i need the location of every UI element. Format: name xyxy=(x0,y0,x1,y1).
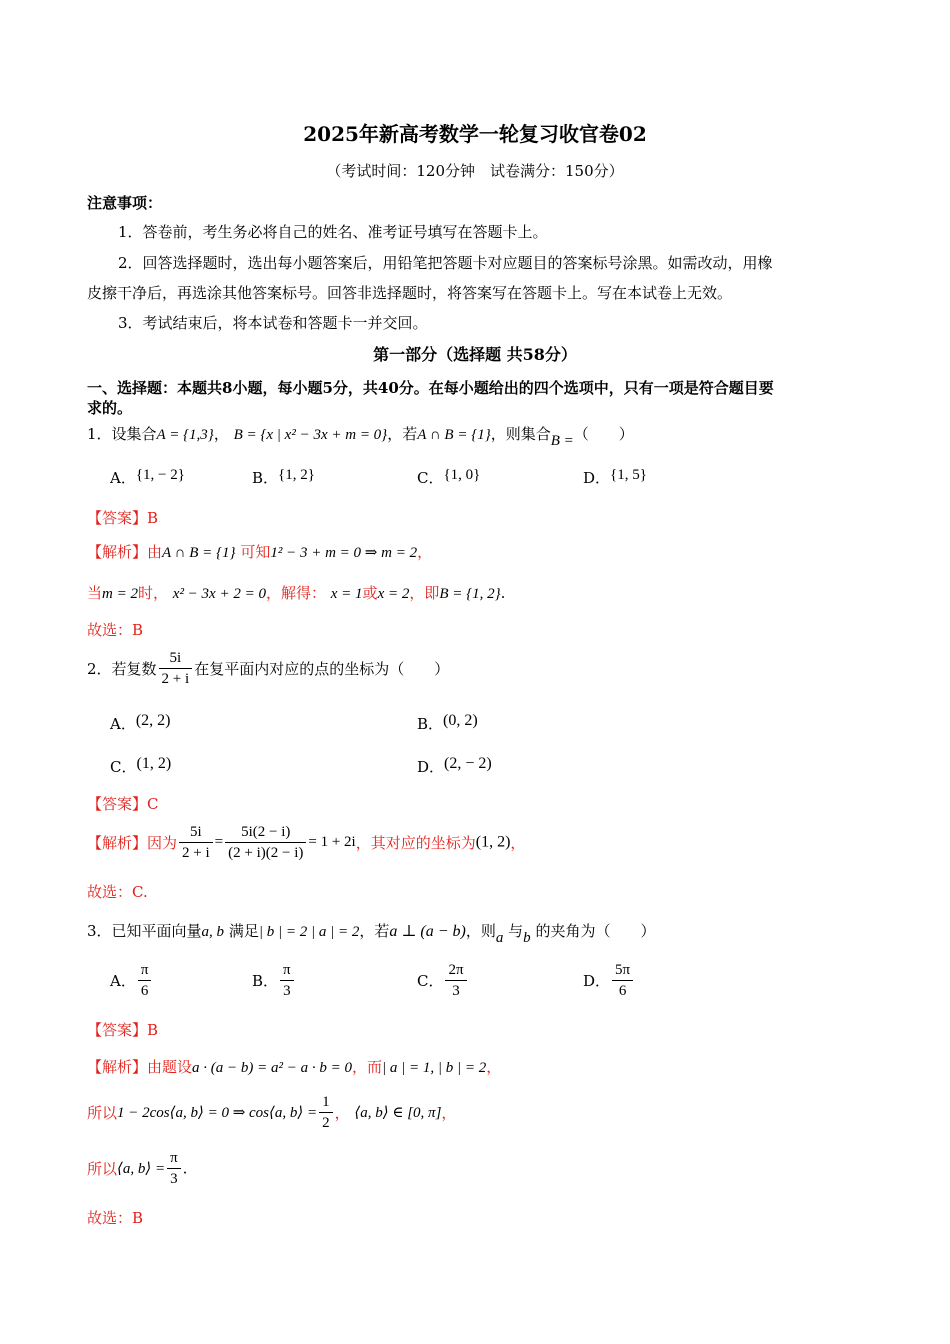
q1-separator: ， xyxy=(213,425,229,443)
q3-sol-fraction-half xyxy=(319,1092,333,1133)
option-value: (2, − 2) xyxy=(444,755,492,772)
numerator: 2π xyxy=(448,962,464,978)
math: m = 2 xyxy=(102,586,138,602)
q1-condition-text: ，若 xyxy=(387,425,418,443)
option-label: A． xyxy=(110,972,136,990)
q2-answer: 【答案】C xyxy=(87,795,159,813)
option-label: D． xyxy=(583,972,611,990)
q1-conclusion: 故选：B xyxy=(87,621,144,639)
denominator: 2 + i xyxy=(159,668,193,689)
text: 所以 xyxy=(87,1104,118,1122)
math: ⟨a, b⟩ ∈ [0, π] xyxy=(354,1105,442,1121)
text: ，即 xyxy=(409,584,440,602)
option-label: A． xyxy=(110,469,136,487)
text: 可知 xyxy=(240,543,271,561)
numerator: 5i xyxy=(190,824,202,840)
section-instructions-line-2: 求的。 xyxy=(87,399,133,417)
q1-set-b: B = {x | x² − 3x + m = 0} xyxy=(233,427,388,443)
text: . xyxy=(182,1159,188,1178)
text: ， xyxy=(441,1104,457,1122)
q3-option-c xyxy=(417,960,469,1001)
text: ，而 xyxy=(352,1058,383,1076)
denominator: 6 xyxy=(612,980,633,1001)
math: b xyxy=(523,930,531,946)
denominator: 6 xyxy=(138,980,152,1001)
q1-solution-line-2 xyxy=(87,582,505,603)
question-1-stem xyxy=(87,423,634,449)
q2-sol-fraction-1 xyxy=(179,822,213,863)
math: a, b xyxy=(201,924,225,940)
math: | a | = 1, | b | = 2 xyxy=(382,1060,487,1076)
notice-item-2-line-2: 皮擦干净后，再选涂其他答案标号。回答非选择题时，将答案写在答题卡上。写在本试卷上无效。 xyxy=(87,284,733,302)
text: ，解得： xyxy=(265,584,326,602)
q2-fraction xyxy=(159,648,193,689)
notice-heading: 注意事项： xyxy=(87,194,163,212)
option-fraction xyxy=(280,960,294,1001)
q2-option-a xyxy=(110,713,171,734)
page-title: 2025年新高考数学一轮复习收官卷02 xyxy=(303,122,647,146)
q1-prefix: 1．设集合 xyxy=(87,425,157,443)
q1-ask-var: B = xyxy=(550,433,574,449)
math: = 1 + 2i xyxy=(308,834,356,850)
option-label: A． xyxy=(110,715,136,733)
math: 1 − 2cos⟨a, b⟩ = 0 ⇒ cos⟨a, b⟩ = xyxy=(117,1105,318,1121)
q2-sol-fraction-2 xyxy=(225,822,306,863)
exam-info: （考试时间：120分钟 试卷满分：150分） xyxy=(326,162,624,180)
q3-option-d xyxy=(583,960,635,1001)
option-label: B． xyxy=(252,972,279,990)
option-label: C． xyxy=(417,972,444,990)
notice-item-1: 1．答卷前，考生务必将自己的姓名、准考证号填写在答题卡上。 xyxy=(118,223,548,241)
q1-answer: 【答案】B xyxy=(87,509,159,527)
option-fraction xyxy=(612,960,633,1001)
math: x = 1 xyxy=(330,586,363,602)
notice-item-3: 3．考试结束后，将本试卷和答题卡一并交回。 xyxy=(118,314,428,332)
text: . xyxy=(500,584,506,602)
text: 因为 xyxy=(147,834,178,852)
text: 满足 xyxy=(228,922,259,940)
text: ， xyxy=(417,543,433,561)
q1-condition: A ∩ B = {1} xyxy=(417,427,491,443)
math: a · (a − b) = a² − a · b = 0 xyxy=(192,1060,353,1076)
math: 1² − 3 + m = 0 ⇒ m = 2 xyxy=(270,545,418,561)
math: a xyxy=(495,930,504,946)
numerator: 5i(2 − i) xyxy=(241,824,291,840)
q3-option-a xyxy=(110,960,153,1001)
text: ，若 xyxy=(359,922,390,940)
q1-option-c xyxy=(417,467,480,488)
part1-heading: 第一部分（选择题 共58分） xyxy=(373,345,577,364)
numerator: π xyxy=(283,962,291,978)
notice-item-2-line-1: 2．回答选择题时，选出每小题答案后，用铅笔把答题卡对应题目的答案标号涂黑。如需改动，用橡 xyxy=(118,254,773,272)
solution-tag: 【解析】 xyxy=(87,543,148,561)
option-fraction xyxy=(138,960,152,1001)
option-value: {1, − 2} xyxy=(135,467,185,483)
denominator: 3 xyxy=(167,1168,181,1189)
q3-option-b xyxy=(252,960,296,1001)
q1-paren: （ ） xyxy=(573,425,634,443)
text: 所以 xyxy=(87,1160,118,1178)
text: 由题设 xyxy=(147,1058,193,1076)
math: ⟨a, b⟩ = xyxy=(117,1161,166,1177)
numerator: π xyxy=(140,962,149,978)
option-value: {1, 0} xyxy=(443,467,481,483)
text: ， xyxy=(334,1104,350,1122)
option-fraction xyxy=(445,960,466,1001)
numerator: 5i xyxy=(169,650,182,666)
question-3-stem xyxy=(87,920,656,946)
option-value: {1, 2} xyxy=(278,467,315,483)
denominator: (2 + i)(2 − i) xyxy=(225,842,306,863)
text: ， xyxy=(486,1058,502,1076)
denominator: 3 xyxy=(280,980,294,1001)
q3-prefix: 3．已知平面向量 xyxy=(87,922,202,940)
text: 或 xyxy=(362,584,378,602)
math: B = {1, 2} xyxy=(439,586,501,602)
numerator: 5π xyxy=(615,962,631,978)
q2-option-d xyxy=(417,756,492,777)
option-label: D． xyxy=(417,758,445,776)
q1-ask: ，则集合 xyxy=(490,425,551,443)
text: 当 xyxy=(87,584,103,602)
math: x = 2 xyxy=(377,586,410,602)
option-label: C． xyxy=(417,469,444,487)
option-value: {1, 5} xyxy=(610,467,647,483)
text: 由 xyxy=(147,543,163,561)
denominator: 3 xyxy=(445,980,466,1001)
math: A ∩ B = {1} xyxy=(162,545,236,561)
option-value: (1, 2) xyxy=(136,755,172,772)
section-instructions-line-1: 一、选择题：本题共8小题，每小题5分，共40分。在每小题给出的四个选项中，只有一项是符合题目要 xyxy=(87,379,774,397)
q2-prefix: 2．若复数 xyxy=(87,660,157,678)
q3-solution-line-2 xyxy=(87,1092,456,1133)
q1-option-b xyxy=(252,467,315,488)
text: 与 xyxy=(508,922,524,940)
option-label: C． xyxy=(110,758,137,776)
q2-conclusion: 故选：C. xyxy=(87,883,148,901)
denominator: 2 + i xyxy=(179,842,213,863)
option-value: (0, 2) xyxy=(443,712,478,729)
option-value: (2, 2) xyxy=(135,712,171,729)
q3-answer: 【答案】B xyxy=(87,1021,159,1039)
math: a ⊥ (a − b) xyxy=(389,923,466,940)
q2-suffix: 在复平面内对应的点的坐标为（ ） xyxy=(194,660,450,678)
q3-sol-fraction-pi-3 xyxy=(167,1148,181,1189)
denominator: 2 xyxy=(319,1112,333,1133)
q2-solution xyxy=(87,822,525,863)
option-label: D． xyxy=(583,469,611,487)
q2-option-c xyxy=(110,756,171,777)
q3-conclusion: 故选：B xyxy=(87,1209,144,1227)
question-2-stem xyxy=(87,648,449,689)
option-label: B． xyxy=(417,715,444,733)
q3-solution-line-1 xyxy=(87,1056,501,1077)
q3-suffix: 的夹角为（ ） xyxy=(535,922,656,940)
math: | b | = 2 | a | = 2 xyxy=(258,924,360,940)
equals: = xyxy=(214,834,224,850)
text: ， xyxy=(510,834,526,852)
math: (1, 2) xyxy=(475,833,511,851)
solution-tag: 【解析】 xyxy=(87,834,148,852)
q1-solution-line-1 xyxy=(87,541,432,562)
option-label: B． xyxy=(252,469,279,487)
numerator: π xyxy=(170,1150,178,1166)
numerator: 1 xyxy=(322,1094,330,1110)
solution-tag: 【解析】 xyxy=(87,1058,148,1076)
q1-option-d xyxy=(583,467,647,488)
text: ，其对应的坐标为 xyxy=(355,834,476,852)
q1-option-a xyxy=(110,467,185,488)
q2-option-b xyxy=(417,713,478,734)
q1-set-a: A = {1,3} xyxy=(156,427,214,443)
q3-solution-line-3 xyxy=(87,1148,187,1189)
text: 时， xyxy=(137,584,168,602)
text: ，则 xyxy=(465,922,496,940)
math: x² − 3x + 2 = 0 xyxy=(172,586,266,602)
